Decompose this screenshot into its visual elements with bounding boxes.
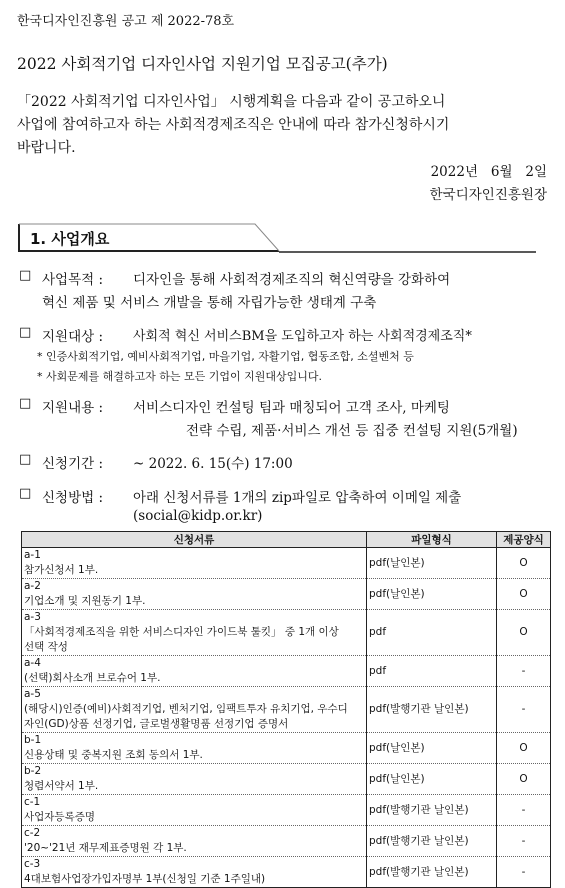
format-cell: pdf(발행기관 날인본) xyxy=(367,826,497,857)
document-cell xyxy=(22,764,367,795)
row-id: c-1 xyxy=(24,796,41,808)
header-template-provided: 제공양식 xyxy=(497,532,551,548)
row-id: a-3 xyxy=(24,611,41,623)
issuer-name: 한국디자인진흥원장 xyxy=(429,187,547,203)
required-documents-table xyxy=(21,531,551,888)
format-cell: pdf(발행기관 날인본) xyxy=(367,687,497,733)
checkbox-icon: □ xyxy=(19,325,32,340)
provided-cell: O xyxy=(497,548,551,579)
document-cell xyxy=(22,795,367,826)
document-name: (선택)회사소개 브로슈어 1부. xyxy=(24,672,161,684)
table-row xyxy=(22,687,551,733)
document-name: 기업소개 및 지원동기 1부. xyxy=(24,595,146,607)
table-row xyxy=(22,764,551,795)
intro-line-3: 바랍니다. xyxy=(17,140,76,156)
document-name: '20~'21년 재무제표증명원 각 1부. xyxy=(24,842,187,854)
document-cell xyxy=(22,610,367,656)
document-name: 사업자등록증명 xyxy=(24,811,96,823)
provided-cell: - xyxy=(497,656,551,687)
format-cell: pdf(발행기관 날인본) xyxy=(367,795,497,826)
provided-cell: - xyxy=(497,795,551,826)
header-file-format: 파일형식 xyxy=(367,532,497,548)
document-cell xyxy=(22,579,367,610)
document-name: 신용상태 및 중복지원 조회 동의서 1부. xyxy=(24,749,203,761)
purpose-text-2: 혁신 제품 및 서비스 개발을 통해 자립가능한 생태계 구축 xyxy=(42,295,377,311)
target-label: 지원대상 : xyxy=(42,329,104,345)
document-cell xyxy=(22,826,367,857)
document-cell xyxy=(22,857,367,888)
table-row xyxy=(22,579,551,610)
format-cell: pdf(날인본) xyxy=(367,764,497,795)
table-row xyxy=(22,826,551,857)
format-cell: pdf xyxy=(367,610,497,656)
document-name: 4대보험사업장가입자명부 1부(신청일 기준 1주일내) xyxy=(24,873,266,885)
table-row xyxy=(22,733,551,764)
provided-cell: O xyxy=(497,579,551,610)
table-row xyxy=(22,656,551,687)
checkbox-icon: □ xyxy=(19,452,32,467)
table-header-row xyxy=(22,532,551,548)
format-cell: pdf(날인본) xyxy=(367,548,497,579)
checkbox-icon: □ xyxy=(19,268,32,283)
target-note-1: * 인증사회적기업, 예비사회적기업, 마을기업, 자활기업, 협동조합, 소셜벤처 등 xyxy=(37,350,414,363)
provided-cell: - xyxy=(497,857,551,888)
checkbox-icon: □ xyxy=(19,396,32,411)
table-row xyxy=(22,548,551,579)
document-name: 참가신청서 1부. xyxy=(24,564,99,576)
document-title: 2022 사회적기업 디자인사업 지원기업 모집공고(추가) xyxy=(17,55,388,73)
document-cell xyxy=(22,656,367,687)
format-cell: pdf(발행기관 날인본) xyxy=(367,857,497,888)
document-cell xyxy=(22,687,367,733)
row-id: a-5 xyxy=(24,688,41,700)
document-cell xyxy=(22,733,367,764)
intro-line-2: 사업에 참여하고자 하는 사회적경제조직은 안내에 따라 참가신청하시기 xyxy=(17,117,450,133)
row-id: b-2 xyxy=(24,765,42,777)
provided-cell: O xyxy=(497,733,551,764)
provided-cell: O xyxy=(497,610,551,656)
provided-cell: - xyxy=(497,687,551,733)
table-row xyxy=(22,857,551,888)
table-row xyxy=(22,610,551,656)
provided-cell: O xyxy=(497,764,551,795)
period-label: 신청기간 : xyxy=(42,456,104,472)
row-id: a-2 xyxy=(24,580,41,592)
row-id: c-2 xyxy=(24,827,41,839)
target-note-2: * 사회문제를 해결하고자 하는 모든 기업이 지원대상입니다. xyxy=(37,370,322,383)
checkbox-icon: □ xyxy=(19,486,32,501)
purpose-text-1: 디자인을 통해 사회적경제조직의 혁신역량을 강화하여 xyxy=(133,272,451,288)
notice-number: 한국디자인진흥원 공고 제 2022-78호 xyxy=(17,14,235,29)
format-cell: pdf xyxy=(367,656,497,687)
content-text-2: 전략 수립, 제품·서비스 개선 등 집중 컨설팅 지원(5개월) xyxy=(186,423,518,439)
purpose-label: 사업목적 : xyxy=(42,272,104,288)
row-id: b-1 xyxy=(24,734,42,746)
method-text-1: 아래 신청서류를 1개의 zip파일로 압축하여 이메일 제출 xyxy=(133,490,462,506)
row-id: a-1 xyxy=(24,549,41,561)
content-text-1: 서비스디자인 컨설팅 팀과 매칭되어 고객 조사, 마케팅 xyxy=(133,400,450,416)
document-name: (해당시)인증(예비)사회적기업, 벤처기업, 임팩트투자 유치기업, 우수디자인(GD)상품 선정기업, 글로벌생활명품 선정기업 증명서 xyxy=(24,703,348,730)
table-row xyxy=(22,795,551,826)
document-cell xyxy=(22,548,367,579)
content-label: 지원내용 : xyxy=(42,400,104,416)
method-text-2: (social@kidp.or.kr) xyxy=(133,508,263,524)
target-text: 사회적 혁신 서비스BM을 도입하고자 하는 사회적경제조직* xyxy=(133,329,472,344)
format-cell: pdf(날인본) xyxy=(367,579,497,610)
header-document: 신청서류 xyxy=(22,532,367,548)
document-name: 「사회적경제조직을 위한 서비스디자인 가이드북 툴킷」 중 1개 이상 선택 작성 xyxy=(24,626,339,653)
document-name: 청렴서약서 1부. xyxy=(24,780,99,792)
format-cell: pdf(날인본) xyxy=(367,733,497,764)
section-title: 1. 사업개요 xyxy=(30,230,110,248)
row-id: a-4 xyxy=(24,657,41,669)
provided-cell: - xyxy=(497,826,551,857)
period-text: ~ 2022. 6. 15(수) 17:00 xyxy=(133,456,293,472)
method-label: 신청방법 : xyxy=(42,490,104,506)
intro-line-1: 「2022 사회적기업 디자인사업」 시행계획을 다음과 같이 공고하오니 xyxy=(17,94,446,110)
row-id: c-3 xyxy=(24,858,41,870)
announcement-date: 2022년 6월 2일 xyxy=(430,164,547,180)
